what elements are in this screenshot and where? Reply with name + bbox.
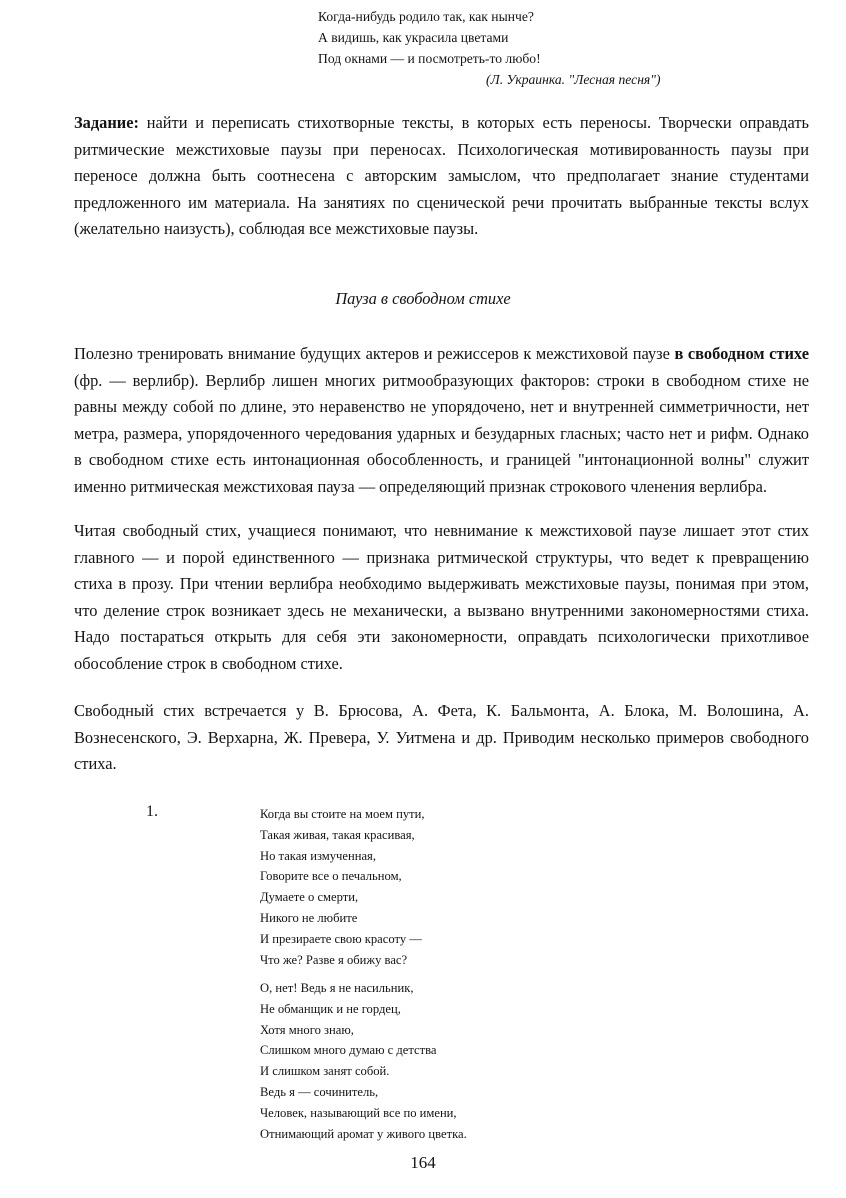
task-label: Задание: bbox=[74, 113, 139, 132]
paragraph-1-rest: (фр. — верлибр). Верлибр лишен многих ритмообразующих факторов: строки в свободном стихе не равны между собой по длине, это неравенство не упорядочено, нет и внутренней симметричности, нет метра, размера, упорядоченного чередования ударных и безударных гласных; часто нет и рифм. Однако в свободном стихе есть интонационная обособленность, и границей "интонационной волны" служит именно ритмическая межстиховая пауза — определяющий признак строкового членения верлибра. bbox=[74, 370, 809, 496]
paragraph-1 bbox=[74, 341, 809, 500]
poem-line: Ведь я — сочинитель, bbox=[260, 1084, 379, 1099]
paragraph-1-term: в свободном стихе bbox=[674, 344, 809, 363]
poem-line: О, нет! Ведь я не насильник, bbox=[260, 981, 414, 995]
poem-line: Хотя много знаю, bbox=[260, 1022, 354, 1037]
task-paragraph bbox=[74, 110, 809, 243]
poem-stanza-1 bbox=[260, 804, 660, 970]
page-number: 164 bbox=[410, 1153, 436, 1172]
poem-line: Отнимающий аромат у живого цветка. bbox=[260, 1126, 467, 1141]
poem-line: Что же? Разве я обижу вас? bbox=[260, 952, 408, 967]
poem-line: Такая живая, такая красивая, bbox=[260, 827, 415, 842]
poem-line: Когда вы стоите на моем пути, bbox=[260, 807, 425, 821]
epigraph-line: Когда-нибудь родило так, как нынче? bbox=[318, 9, 534, 24]
paragraph-1-start: Полезно тренировать внимание будущих актеров и режиссеров к межстиховой паузе bbox=[74, 344, 675, 363]
epigraph bbox=[318, 6, 661, 90]
section-heading: Пауза в свободном стихе bbox=[335, 289, 511, 308]
poem-line: Не обманщик и не гордец, bbox=[260, 1001, 401, 1016]
example-number: 1. bbox=[146, 803, 158, 820]
poem-line: Никого не любите bbox=[260, 910, 358, 925]
poem-line: И слишком занят собой. bbox=[260, 1064, 390, 1079]
epigraph-line: Под окнами — и посмотреть-то любо! bbox=[318, 51, 541, 66]
epigraph-source: (Л. Украинка. "Лесная песня") bbox=[486, 72, 661, 87]
task-text: найти и переписать стихотворные тексты, в которых есть переносы. Творчески оправдать ритмические межстиховые паузы при переносах. Психологическая мотивированность паузы при переносе должна быть соотнесена с авторским замыслом, что предполагает знание студентами предложенного им материала. На занятиях по сценической речи прочитать выбранные тексты вслух (желательно наизусть), соблюдая все межстиховые паузы. bbox=[74, 113, 809, 238]
paragraph-3: Свободный стих встречается у В. Брюсова, А. Фета, К. Бальмонта, А. Блока, М. Волошина, А. Вознесенского, Э. Верхарна, Ж. Превера, У. Уитмена и др. Приводим несколько примеров свободного стиха. bbox=[74, 701, 809, 773]
poem-line: Слишком много думаю с детства bbox=[260, 1043, 437, 1058]
poem-stanza-2 bbox=[260, 978, 660, 1144]
poem-line: И презираете свою красоту — bbox=[260, 931, 422, 946]
poem-line: Думаете о смерти, bbox=[260, 890, 359, 905]
poem-line: Но такая измученная, bbox=[260, 848, 376, 863]
epigraph-line: А видишь, как украсила цветами bbox=[318, 30, 509, 45]
poem-line: Человек, называющий все по имени, bbox=[260, 1105, 457, 1120]
poem-line: Говорите все о печальном, bbox=[260, 869, 402, 884]
paragraph-2: Читая свободный стих, учащиеся понимают, что невнимание к межстиховой паузе лишает этот стих главного — и порой единственного — признака ритмической структуры, что ведет к превращению стиха в прозу. При чтении верлибра необходимо выдерживать межстиховые паузы, понимая при этом, что деление строк возникает здесь не механически, а вызвано внутренними закономерностями стиха. Надо постараться открыть для себя эти закономерности, оправдать психологически прихотливое обособление строк в свободном стихе. bbox=[74, 521, 809, 673]
